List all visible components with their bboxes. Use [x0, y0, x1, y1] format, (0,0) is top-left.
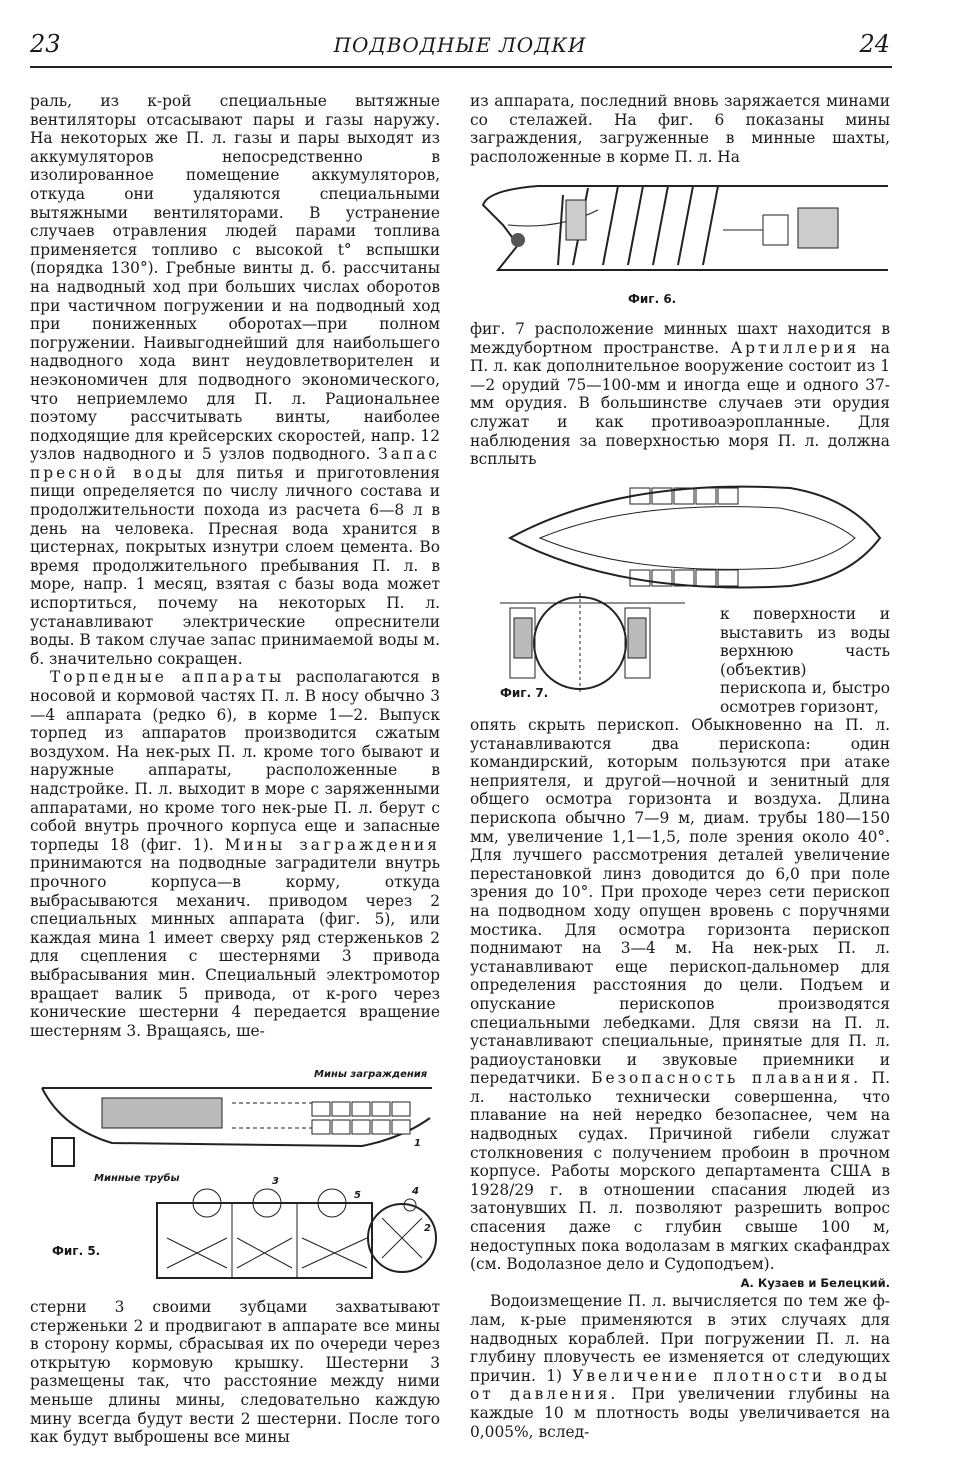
paragraph-periscope: [470, 716, 890, 1274]
label-num-1: 1: [414, 1138, 421, 1149]
term-torpedo: Торпедные аппараты: [50, 668, 285, 687]
figure-6-drawing: [478, 170, 890, 280]
text-density: При увеличении глубины на каждые 10 м плотность воды увеличивается на 0,005%, вслед-: [470, 1385, 890, 1441]
label-num-2: 2: [424, 1223, 431, 1234]
right-column-top: [470, 92, 890, 166]
page-number-left: 23: [30, 30, 61, 58]
label-num-5: 5: [354, 1190, 361, 1201]
header-rule: [30, 66, 892, 68]
left-column-bottom: [30, 1298, 440, 1447]
text-mines: принимаются на подводные заградители внутрь прочного корпуса—в корму, откуда выбрасываются механич. приводом через 2 специальных минных аппарата (фиг. 5), или каждая мина 1 имеет сверху ряд стерженьков 2 для сцепления с шестернями 3 привода выбрасывания мин. Специальный электромотор вращает валик 5 привода, от к-рого через конические шестерни 4 передается вращение шестерням 3. Вращаясь, ше-: [30, 854, 440, 1040]
text-fresh-water: для питья и приготовления пищи определяется по числу личного состава и продолжительности похода из расчета 6—8 л в день на человека. Пресная вода хранится в цистернах, покрытых изнутри слоем цемента. Во время продолжительного пребывания П. л. в море, напр. 1 месяц, взятая с базы вода может испортиться, почему на некоторых П. л. устанавливают электрические опреснители воды. В таком случае запас принимаемой воды м. б. значительно сокращен.: [30, 463, 440, 668]
label-num-4: 4: [412, 1186, 419, 1197]
running-title: ПОДВОДНЫЕ ЛОДКИ: [333, 33, 587, 57]
paragraph-mines-reload: из аппарата, последний вновь заряжается минами со стелажей. На фиг. 6 показаны мины заграждения, загруженные в минные шахты, расположенные в корме П. л. На: [470, 92, 890, 166]
text-artillery: на П. л. как дополнительное вооружение состоит из 1—2 орудий 75—100-мм и иногда еще и одного 37-мм орудия. В большинстве случаев эти орудия служат и как противоаэропланные. Для наблюдения за поверхностью моря П. л. должна всплыть: [470, 338, 890, 469]
figure-5-caption: Фиг. 5.: [52, 1244, 101, 1258]
text-displacement: Водоизмещение П. л. вычисляется по тем же ф-лам, к-рые применяются в этих случаях для надводных кораблей. При погружении П. л. на глубину пловучесть ее изменяется от следующих причин. 1): [470, 1292, 890, 1385]
label-mines: Мины заграждения: [314, 1069, 428, 1080]
figure-7-caption: Фиг. 7.: [500, 686, 549, 700]
label-num-3: 3: [272, 1176, 279, 1187]
paragraph-surface-observation: к поверхности и выставить из воды верхнюю часть (объектив) перископа и, быстро осмотрев горизонт,: [720, 605, 890, 716]
paragraph-artillery: [470, 320, 890, 469]
text-ventilation: раль, из к-рой специальные вытяжные вентиляторы отсасывают пары и газы наружу. На некоторых же П. л. газы и пары выходят из аккумуляторов непосредственно в изолированное помещение аккумуляторов, откуда они удаляются специальными вытяжными вентиляторами. В устранение случаев отравления людей парами топлива применяется топливо с высокой t° вспышки (порядка 130°). Гребные винты д. б. рассчитаны на надводный ход при больших числах оборотов при частичном погружении и на подводный ход при пониженных оборотах—при полном погружении. Наивыгоднейший для наибольшего надводного хода винт неудовлетворителен и неэкономичен для подводного экономического, что неприемлемо для П. л. Рациональнее поэтому рассчитывать винты, наиболее подходящие для крейсерских скоростей, напр. 12 узлов надводного и 5 узлов подводного.: [30, 92, 440, 464]
label-tubes: Минные трубы: [94, 1173, 180, 1184]
figure-6: [478, 170, 890, 306]
figure-6-caption: Фиг. 6.: [628, 292, 677, 306]
text-torpedo: располагаются в носовой и кормовой частях П. л. В носу обычно 3—4 аппарата (редко 6), в корме 1—2. Выпуск торпед из аппаратов производится сжатым воздухом. На нек-рых П. л. кроме того бывают и наружные аппараты, расположенные в надстройке. П. л. выходит в море с заряженными аппаратами, но кроме того нек-рые П. л. берут с собой внутрь прочного корпуса еще и запасные торпеды 18 (фиг. 1).: [30, 668, 440, 854]
paragraph-mines-continued: стерни 3 своими зубцами захватывают стерженьки 2 и продвигают в аппарате все мины в сторону кормы, сбрасывая их по очереди через открытую кормовую крышку. Шестерни 3 размещены так, что расстояние между ними меньше длины мины, следовательно каждую мину всегда будут вести 2 шестерни. После того как будут выброшены все мины: [30, 1298, 440, 1447]
left-column-top: [30, 92, 440, 1072]
text-safety: П. л. настолько технически совершенна, что плавание на ней нередко безопаснее, чем на надводных судах. Причиной гибели служат столкновения с получением пробоин в прочном корпусе. Работы морского департамента США в 1928/29 г. в отношении спасания людей из затонувших П. л. позволяют разрешить вопрос спасения даже с глубин свыше 100 м, недоступных пока водолазам в мягких скафандрах (см. Водолазное дело и Судоподъем).: [470, 1069, 890, 1274]
text-periscope: опять скрыть перископ. Обыкновенно на П. л. устанавливаются два перископа: один командирский, которым пользуются при атаке неприятеля, и другой—ночной и зенитный для общего осмотра горизонта и воздуха. Длина перископа обычно 7—9 м, диам. трубы 180—150 мм, увеличение 1,1—1,5, поле зрения около 40°. Для лучшего рассмотрения деталей увеличение перестановкой линз доводится до 6,0 при поле зрения до 10°. При проходе через сети перископ на подводном ходу опущен вровень с поручнями мостика. Для осмотра горизонта перископ поднимают на 3—4 м. На нек-рых П. л. устанавливают еще перископ-дальномер для определения расстояния до цели. Подъем и опускание перископов производятся специальными лебедками. Для связи на П. л. устанавливают специальные, принятые для П. л. радиоустановки и звуковые приемники и передатчики.: [470, 716, 890, 1088]
paragraph-ventilation: [30, 92, 440, 668]
paragraph-displacement: [470, 1292, 890, 1441]
figure-5: [32, 1068, 442, 1293]
text-fig7-shafts: фиг. 7 расположение минных шахт находится в междубортном пространстве.: [470, 320, 890, 357]
term-artillery: Артиллерия: [730, 338, 860, 357]
term-density: Увеличение плотности воды от давления.: [470, 1366, 890, 1404]
paragraph-torpedo: [30, 668, 440, 1040]
term-fresh-water: Запас пресной воды: [30, 445, 440, 482]
text-beside-figure-7: [720, 605, 890, 717]
term-mines: Мины заграждения: [224, 835, 440, 854]
right-column-lower: [470, 716, 890, 1441]
page-number-right: 24: [859, 30, 890, 58]
page-header: [30, 30, 890, 64]
term-safety: Безопасность плавания.: [591, 1069, 862, 1088]
right-column-middle: [470, 320, 890, 469]
author-signature: А. Кузаев и Белецкий.: [740, 1275, 890, 1290]
